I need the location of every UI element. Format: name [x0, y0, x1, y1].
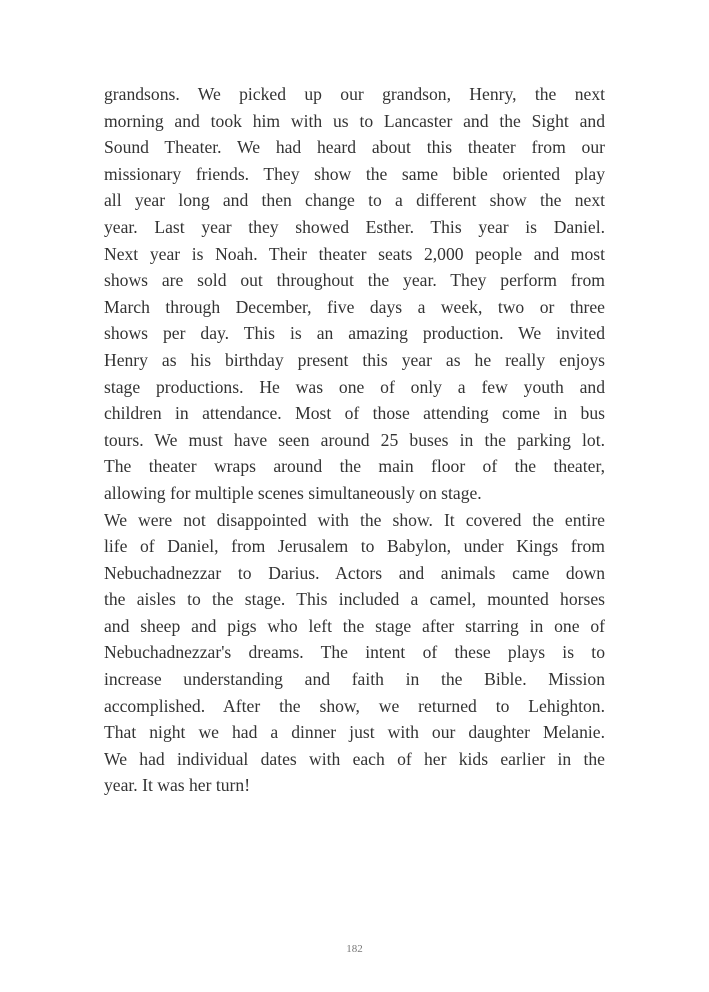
text-line: The theater wraps around the main floor of the theater,: [104, 456, 605, 477]
text-line: life of Daniel, from Jerusalem to Babylon, under Kings from: [104, 536, 605, 557]
body-text: [104, 81, 605, 799]
paragraph-1: [104, 81, 605, 507]
text-line: shows are sold out throughout the year. They perform from: [104, 270, 605, 291]
text-line: tours. We must have seen around 25 buses in the parking lot.: [104, 429, 605, 450]
text-line: increase understanding and faith in the Bible. Mission: [104, 669, 605, 690]
text-line: grandsons. We picked up our grandson, Henry, the next: [104, 84, 605, 104]
text-line: March through December, five days a week, two or three: [104, 296, 605, 317]
text-line: Sound Theater. We had heard about this theater from our: [104, 137, 605, 158]
text-line: Nebuchadnezzar to Darius. Actors and animals came down: [104, 562, 605, 583]
text-line: children in attendance. Most of those attending come in bus: [104, 403, 605, 424]
text-line: We were not disappointed with the show. It covered the entire: [104, 509, 605, 530]
text-line: year. Last year they showed Esther. This year is Daniel.: [104, 216, 605, 237]
text-line: year. It was her turn!: [104, 775, 251, 796]
text-line: missionary friends. They show the same bible oriented play: [104, 163, 605, 184]
page-number: 182: [346, 943, 363, 955]
text-line: shows per day. This is an amazing production. We invited: [104, 323, 605, 344]
text-line: and sheep and pigs who left the stage after starring in one of: [104, 615, 605, 636]
text-line: That night we had a dinner just with our daughter Melanie.: [104, 722, 605, 743]
text-line: Henry as his birthday present this year as he really enjoys: [104, 349, 605, 370]
text-line: all year long and then change to a different show the next: [104, 190, 605, 211]
text-line: the aisles to the stage. This included a camel, mounted horses: [104, 589, 605, 610]
text-line: Next year is Noah. Their theater seats 2,000 people and most: [104, 243, 605, 264]
text-line: morning and took him with us to Lancaster and the Sight and: [104, 110, 605, 131]
text-line: stage productions. He was one of only a few youth and: [104, 376, 605, 397]
text-line: Nebuchadnezzar's dreams. The intent of these plays is to: [104, 642, 605, 663]
paragraph-2: [104, 507, 605, 800]
text-line: allowing for multiple scenes simultaneously on stage.: [104, 482, 482, 503]
text-line: accomplished. After the show, we returned to Lehighton.: [104, 695, 605, 716]
text-line: We had individual dates with each of her kids earlier in the: [104, 748, 605, 769]
